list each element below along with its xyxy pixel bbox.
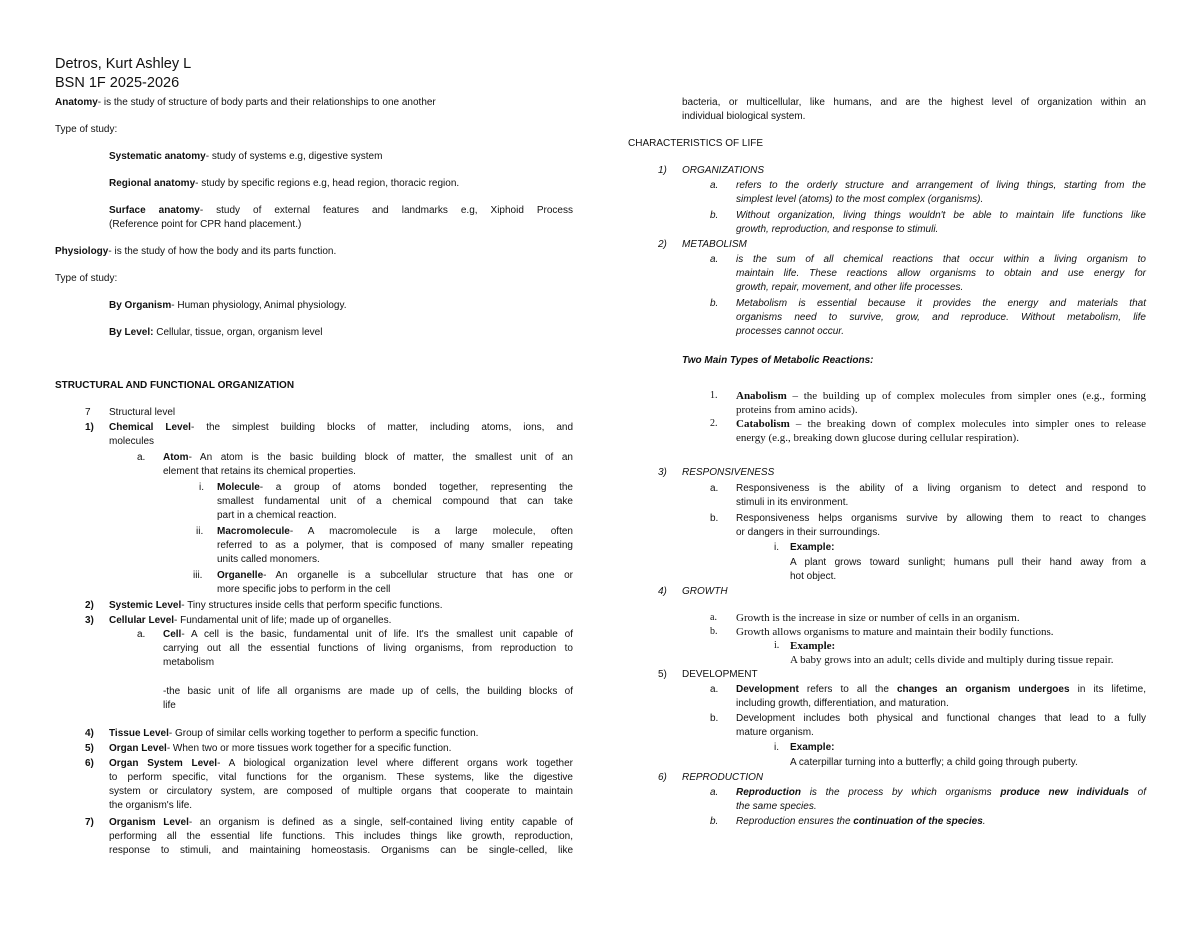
development-b-1: Development includes both physical and functional changes that lead to a fully bbox=[736, 713, 1146, 724]
list-marker: i. bbox=[199, 482, 204, 493]
reproduction-b-start: Reproduction ensures the bbox=[736, 816, 854, 827]
organelle-item bbox=[217, 569, 573, 597]
metabolism-b-1: Metabolism is essential because it provides the energy and materials that bbox=[736, 298, 1146, 309]
list-marker: 5) bbox=[658, 669, 667, 680]
responsiveness-b-1: Responsiveness helps organisms survive by allowing them to react to changes bbox=[736, 513, 1146, 524]
catabolism-item bbox=[736, 417, 1146, 445]
reproduction-term-2: produce new individuals bbox=[1000, 787, 1129, 798]
organizations-title: ORGANIZATIONS bbox=[682, 165, 765, 176]
organism-level-def-1: - an organism is defined as a single, self-contained living entity capable of bbox=[188, 817, 573, 828]
reproduction-b bbox=[736, 815, 986, 829]
metabolism-b-2: organisms need to survive, grow, and reproduce. Without metabolism, life bbox=[736, 312, 1146, 323]
systematic-anatomy bbox=[109, 150, 382, 164]
responsiveness-a-2: stimuli in its environment. bbox=[736, 497, 849, 508]
atom-def-2: element that retains its chemical properties. bbox=[163, 466, 356, 477]
macromolecule-item bbox=[217, 525, 573, 567]
responsiveness-a-1: Responsiveness is the ability of a living organism to detect and respond to bbox=[736, 483, 1146, 494]
tissue-level bbox=[109, 727, 478, 741]
list-marker: a. bbox=[710, 180, 719, 191]
atom-item bbox=[163, 451, 573, 479]
by-level bbox=[109, 326, 322, 340]
macro-term: Macromolecule bbox=[217, 526, 290, 537]
list-marker: 3) bbox=[85, 615, 94, 626]
type-of-study-label-2: Type of study: bbox=[55, 273, 118, 284]
anabolism-def-2: proteins from amino acids). bbox=[736, 404, 858, 416]
development-a-2: including growth, differentiation, and maturation. bbox=[736, 698, 949, 709]
continuation-1: bacteria, or multicellular, like humans, and are the highest level of organization within an bbox=[682, 97, 1146, 108]
organizations-a-1: refers to the orderly structure and arrangement of living things, starting from the bbox=[736, 180, 1146, 191]
course-line: BSN 1F 2025-2026 bbox=[55, 75, 180, 91]
regional-anatomy bbox=[109, 177, 459, 191]
organism-level-term: Organism Level bbox=[109, 817, 189, 828]
cell-def-3: metabolism bbox=[163, 657, 215, 668]
catabolism-def-2: energy (e.g., breaking down glucose during cellular respiration). bbox=[736, 432, 1019, 444]
anatomy-definition bbox=[55, 96, 436, 110]
organism-level-def-2: performing all the essential life functions. This includes things like growth, reproduction, bbox=[109, 831, 573, 842]
growth-example-label: Example: bbox=[790, 640, 836, 652]
by-organism bbox=[109, 299, 347, 313]
regional-def: - study by specific regions e.g, head region, thoracic region. bbox=[195, 178, 460, 189]
list-marker: a. bbox=[710, 787, 719, 798]
list-marker: b. bbox=[710, 816, 719, 827]
responsiveness-example-2: hot object. bbox=[790, 571, 837, 582]
organizations-a-2: simplest level (atoms) to the most complex (organisms). bbox=[736, 194, 984, 205]
atom-term: Atom bbox=[163, 452, 189, 463]
list-marker: a. bbox=[710, 483, 719, 494]
list-marker: b. bbox=[710, 513, 719, 524]
list-marker: 7) bbox=[85, 817, 94, 828]
list-marker: i. bbox=[774, 542, 779, 553]
structural-section-title: STRUCTURAL AND FUNCTIONAL ORGANIZATION bbox=[55, 380, 295, 391]
organizations-b bbox=[736, 209, 1146, 237]
structural-level-label: Structural level bbox=[109, 407, 176, 418]
anabolism-item bbox=[736, 389, 1146, 417]
cell-def-1: - A cell is the basic, fundamental unit of life. It's the smallest unit capable of bbox=[181, 629, 573, 640]
list-marker: i. bbox=[774, 742, 779, 753]
chemical-level bbox=[109, 421, 573, 449]
chemical-def-2: molecules bbox=[109, 436, 155, 447]
cell-item bbox=[163, 628, 573, 670]
atom-def-1: - An atom is the basic building block of matter, the smallest unit of an bbox=[188, 452, 573, 463]
anabolism-def-1: – the building up of complex molecules from simpler ones (e.g., forming bbox=[786, 390, 1146, 402]
regional-term: Regional anatomy bbox=[109, 178, 196, 189]
growth-title: GROWTH bbox=[682, 586, 728, 597]
development-a bbox=[736, 683, 1146, 711]
student-name: Detros, Kurt Ashley L bbox=[55, 56, 192, 72]
cellular-term: Cellular Level bbox=[109, 615, 175, 626]
organ-system-def-4: the organism's life. bbox=[109, 800, 193, 811]
organism-level bbox=[109, 816, 573, 858]
growth-example: A baby grows into an adult; cells divide and multiply during tissue repair. bbox=[790, 654, 1114, 666]
responsiveness-b bbox=[736, 512, 1146, 540]
list-marker: iii. bbox=[193, 570, 203, 581]
organ-system-def-1: - A biological organization level where different organs work together bbox=[217, 758, 574, 769]
cellular-def: - Fundamental unit of life; made up of organelles. bbox=[174, 615, 392, 626]
macro-def-1: - A macromolecule is a large molecule, often bbox=[289, 526, 573, 537]
list-marker: a. bbox=[710, 612, 717, 623]
organism-def: - Human physiology, Animal physiology. bbox=[171, 300, 347, 311]
list-marker: a. bbox=[710, 684, 719, 695]
chemical-term: Chemical Level bbox=[109, 422, 191, 433]
level-def: Cellular, tissue, organ, organism level bbox=[153, 327, 323, 338]
list-marker: 1. bbox=[710, 390, 718, 401]
list-marker: a. bbox=[137, 452, 146, 463]
surface-def-2: (Reference point for CPR hand placement.) bbox=[109, 219, 302, 230]
continuation-2: individual biological system. bbox=[682, 111, 806, 122]
systemic-level bbox=[109, 599, 442, 613]
list-marker: 4) bbox=[85, 728, 94, 739]
organism-term: By Organism bbox=[109, 300, 172, 311]
list-marker: 6) bbox=[658, 772, 667, 783]
molecule-term: Molecule bbox=[217, 482, 260, 493]
reproduction-a-mid: is the process by which organisms bbox=[801, 787, 1001, 798]
list-marker: a. bbox=[710, 254, 719, 265]
list-marker: b. bbox=[710, 210, 719, 221]
catabolism-term: Catabolism bbox=[736, 418, 790, 430]
reproduction-a-2: the same species. bbox=[736, 801, 817, 812]
systematic-def: - study of systems e.g, digestive system bbox=[205, 151, 383, 162]
responsiveness-example bbox=[790, 556, 1146, 584]
anatomy-term: Anatomy bbox=[55, 97, 98, 108]
organelle-term: Organelle bbox=[217, 570, 264, 581]
cell-note-2: life bbox=[163, 700, 176, 711]
molecule-def-3: part in a chemical reaction. bbox=[217, 510, 337, 521]
reproduction-b-end: . bbox=[982, 816, 986, 827]
cell-def-2: carrying out all the essential functions of living organisms, from reproduction to bbox=[163, 643, 573, 654]
responsiveness-example-1: A plant grows toward sunlight; humans pull their hand away from a bbox=[790, 557, 1146, 568]
macro-def-2: referred to as a polymer, that is composed of many smaller repeating bbox=[217, 540, 573, 551]
metabolism-a-2: maintain life. These reactions allow organisms to obtain and use energy for bbox=[736, 268, 1146, 279]
organelle-def-2: more specific jobs to perform in the cell bbox=[217, 584, 391, 595]
systemic-def: - Tiny structures inside cells that perform specific functions. bbox=[181, 600, 443, 611]
catabolism-def-1: – the breaking down of complex molecules into simpler ones to release bbox=[789, 418, 1146, 430]
physiology-def: - is the study of how the body and its parts function. bbox=[108, 246, 337, 257]
metabolism-b-3: processes cannot occur. bbox=[736, 326, 845, 337]
list-marker: 7 bbox=[85, 407, 91, 418]
list-marker: 1) bbox=[658, 165, 667, 176]
organ-term: Organ Level bbox=[109, 743, 167, 754]
development-b-2: mature organism. bbox=[736, 727, 814, 738]
tissue-def: - Group of similar cells working together to perform a specific function. bbox=[168, 728, 479, 739]
list-marker: b. bbox=[710, 626, 718, 637]
development-example-label: Example: bbox=[790, 742, 835, 753]
physiology-definition bbox=[55, 245, 336, 259]
development-title: DEVELOPMENT bbox=[682, 669, 758, 680]
list-marker: ii. bbox=[196, 526, 204, 537]
chemical-def-1: - the simplest building blocks of matter, including atoms, ions, and bbox=[190, 422, 574, 433]
cellular-level bbox=[109, 614, 391, 628]
responsiveness-a bbox=[736, 482, 1146, 510]
systemic-term: Systemic Level bbox=[109, 600, 182, 611]
organizations-a bbox=[736, 179, 1146, 207]
organism-level-def-3: response to stimuli, and maintaining homeostasis. Organisms can be single-celled, like bbox=[109, 845, 573, 856]
organizations-b-1: Without organization, living things wouldn't be able to maintain life functions like bbox=[736, 210, 1146, 221]
systematic-term: Systematic anatomy bbox=[109, 151, 206, 162]
metabolism-a-3: growth, repair, movement, and other life processes. bbox=[736, 282, 964, 293]
list-marker: 6) bbox=[85, 758, 94, 769]
organ-def: - When two or more tissues work together for a specific function. bbox=[166, 743, 452, 754]
anabolism-term: Anabolism bbox=[736, 390, 787, 402]
list-marker: 4) bbox=[658, 586, 667, 597]
cell-note-1: -the basic unit of life all organisms are made up of cells, the building blocks of bbox=[163, 686, 573, 697]
tissue-term: Tissue Level bbox=[109, 728, 169, 739]
reproduction-a bbox=[736, 786, 1146, 814]
growth-a: Growth is the increase in size or number of cells in an organism. bbox=[736, 612, 1020, 624]
development-example: A caterpillar turning into a butterfly; a child going through puberty. bbox=[790, 757, 1078, 768]
reproduction-b-term: continuation of the species bbox=[853, 816, 983, 827]
organ-system-def-2: to perform specific, vital functions for the organism. These systems, like the digestive bbox=[109, 772, 573, 783]
metabolism-title: METABOLISM bbox=[682, 239, 747, 250]
molecule-item bbox=[217, 481, 573, 523]
organism-continuation bbox=[682, 96, 1146, 124]
surface-def: - study of external features and landmarks e.g, Xiphoid Process bbox=[199, 205, 573, 216]
metabolic-types-title: Two Main Types of Metabolic Reactions: bbox=[682, 355, 874, 366]
reproduction-title: REPRODUCTION bbox=[682, 772, 764, 783]
responsiveness-b-2: or dangers in their surroundings. bbox=[736, 527, 880, 538]
surface-anatomy bbox=[109, 204, 573, 232]
list-marker: 2) bbox=[85, 600, 94, 611]
level-term: By Level: bbox=[109, 327, 154, 338]
molecule-def-2: smallest fundamental unit of a chemical compound that can take bbox=[217, 496, 573, 507]
organ-level bbox=[109, 742, 451, 756]
metabolism-a bbox=[736, 253, 1146, 295]
list-marker: 3) bbox=[658, 467, 667, 478]
development-term-2: changes an organism undergoes bbox=[896, 684, 1070, 695]
list-marker: a. bbox=[137, 629, 146, 640]
type-of-study-label: Type of study: bbox=[55, 124, 118, 135]
responsiveness-example-label: Example: bbox=[790, 542, 835, 553]
anatomy-def: - is the study of structure of body parts and their relationships to one another bbox=[97, 97, 436, 108]
development-term: Development bbox=[736, 684, 799, 695]
development-b bbox=[736, 712, 1146, 740]
cell-note bbox=[163, 685, 573, 713]
organizations-b-2: growth, reproduction, and response to stimuli. bbox=[736, 224, 939, 235]
list-marker: 2. bbox=[710, 418, 718, 429]
organ-system-def-3: system or circulatory system, are composed of multiple organs that cooperate to maintain bbox=[109, 786, 573, 797]
reproduction-a-end: of bbox=[1128, 787, 1147, 798]
list-marker: 2) bbox=[658, 239, 667, 250]
list-marker: 1) bbox=[85, 422, 94, 433]
metabolism-b bbox=[736, 297, 1146, 339]
organ-system-level bbox=[109, 757, 573, 813]
list-marker: b. bbox=[710, 298, 719, 309]
physiology-term: Physiology bbox=[55, 246, 109, 257]
list-marker: i. bbox=[774, 640, 780, 651]
macro-def-3: units called monomers. bbox=[217, 554, 320, 565]
responsiveness-title: RESPONSIVENESS bbox=[682, 467, 775, 478]
molecule-def-1: - a group of atoms bonded together, representing the bbox=[259, 482, 573, 493]
surface-term: Surface anatomy bbox=[109, 205, 200, 216]
metabolism-a-1: is the sum of all chemical reactions that occur within a living organism to bbox=[736, 254, 1146, 265]
organelle-def-1: - An organelle is a subcellular structure that has one or bbox=[263, 570, 573, 581]
development-a-mid: refers to all the bbox=[798, 684, 897, 695]
list-marker: 5) bbox=[85, 743, 94, 754]
development-a-end: in its lifetime, bbox=[1069, 684, 1146, 695]
list-marker: b. bbox=[710, 713, 719, 724]
cell-term: Cell bbox=[163, 629, 182, 640]
growth-b: Growth allows organisms to mature and maintain their bodily functions. bbox=[736, 626, 1054, 638]
organ-system-term: Organ System Level bbox=[109, 758, 218, 769]
characteristics-section-title: CHARACTERISTICS OF LIFE bbox=[628, 138, 764, 149]
reproduction-term: Reproduction bbox=[736, 787, 801, 798]
